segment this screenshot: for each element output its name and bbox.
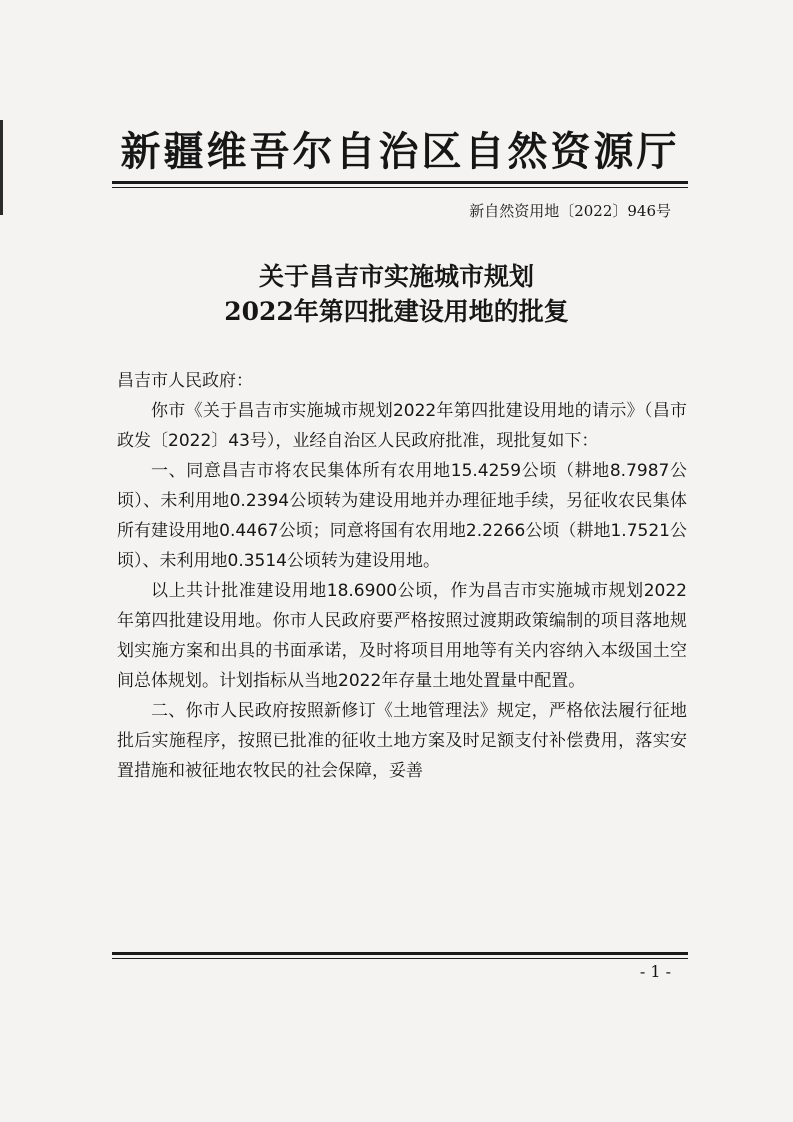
body-paragraph: 你市《关于昌吉市实施城市规划2022年第四批建设用地的请示》（昌市政发〔2022〕43号），业经自治区人民政府批准，现批复如下： (117, 401, 687, 451)
document-number: 新自然资用地〔2022〕946号 (469, 202, 671, 220)
body-paragraph: 二、你市人民政府按照新修订《土地管理法》规定，严格依法履行征地批后实施程序，按照已批准的征收土地方案及时足额支付补偿费用，落实安置措施和被征地农牧民的社会保障，妥善 (117, 701, 687, 781)
body-paragraph: 一、同意昌吉市将农民集体所有农用地15.4259公顷（耕地8.7987公顷）、未利用地0.2394公顷转为建设用地并办理征地手续，另征收农民集体所有建设用地0.4467公顷；同意将国有农用地2.2266公顷（耕地1.7521公顷）、未利用地0.3514公顷转为建设用地。 (117, 461, 687, 571)
issuing-organization: 新疆维吾尔自治区自然资源厅 (120, 129, 680, 175)
document-title-line2: 2022年第四批建设用地的批复 (224, 297, 569, 326)
header-rule-thick (112, 181, 688, 184)
scan-edge-mark (0, 120, 3, 215)
document-body (117, 366, 687, 786)
salutation: 昌吉市人民政府： (117, 371, 253, 391)
footer-rule-thick (112, 952, 688, 955)
document-title-line1: 关于昌吉市实施城市规划 (258, 262, 534, 291)
body-paragraph: 以上共计批准建设用地18.6900公顷，作为昌吉市实施城市规划2022年第四批建设用地。你市人民政府要严格按照过渡期政策编制的项目落地规划实施方案和出具的书面承诺，及时将项目用地等有关内容纳入本级国土空间总体规划。计划指标从当地2022年存量土地处置量中配置。 (117, 581, 687, 691)
page-number: - 1 - (639, 962, 671, 981)
footer-rule-thin (112, 958, 688, 959)
header-rule-thin (112, 187, 688, 188)
